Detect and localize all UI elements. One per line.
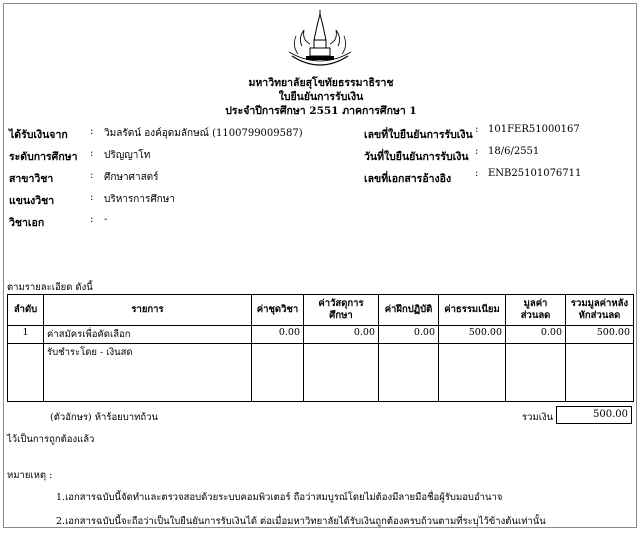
total-amount: 500.00 <box>556 406 632 424</box>
empty-cell <box>252 344 304 402</box>
fee-table <box>7 294 634 402</box>
colon: : <box>90 126 94 137</box>
empty-cell <box>8 344 44 402</box>
receipt-date-value: 18/6/2551 <box>488 146 540 157</box>
receipt-number-label: เลขที่ใบยืนยันการรับเงิน <box>364 129 473 141</box>
row-material-fee: 0.00 <box>304 326 379 344</box>
payer-label: ได้รับเงินจาก <box>9 129 68 141</box>
table-row <box>8 326 634 344</box>
colon: : <box>90 192 94 203</box>
row-course-fee: 0.00 <box>252 326 304 344</box>
reference-doc-label: เลขที่เอกสารอ้างอิง <box>364 173 452 185</box>
specialization-value: บริหารการศึกษา <box>104 194 175 205</box>
reference-doc-value: ENB25101076711 <box>488 168 582 179</box>
remark-2: 2.เอกสารฉบับนี้จะถือว่าเป็นใบยืนยันการรับเงินได้ ต่อเมื่อมหาวิทยาลัยได้รับเงินถูกต้องครบถ้วนตามที่ระบุไว้ข้างต้นเท่านั้น <box>56 516 546 527</box>
row-total: 500.00 <box>566 326 634 344</box>
remark-1: 1.เอกสารฉบับนี้จัดทำและตรวจสอบด้วยระบบคอมพิวเตอร์ ถือว่าสมบูรณ์โดยไม่ต้องมีลายมือชื่อผู้รับมอบอำนาจ <box>56 492 503 503</box>
amount-in-words: (ตัวอักษร) ห้าร้อยบาทถ้วน <box>50 412 158 423</box>
row-fee: 500.00 <box>439 326 506 344</box>
col-header-discount: มูลค่าส่วนลด <box>506 295 566 326</box>
remarks-label: หมายเหตุ : <box>7 470 53 481</box>
verified-text: ไว้เป็นการถูกต้องแล้ว <box>7 434 95 445</box>
empty-cell <box>439 344 506 402</box>
col-header-total: รวมมูลค่าหลังหักส่วนลด <box>566 295 634 326</box>
university-emblem-icon <box>284 10 356 74</box>
colon: : <box>475 146 479 157</box>
col-header-no: ลำดับ <box>8 295 44 326</box>
academic-period: ประจำปีการศึกษา 2551 ภาคการศึกษา 1 <box>225 105 417 117</box>
payer-value: วิมลรัตน์ องค์อุดมลักษณ์ (1100799009587) <box>104 128 303 139</box>
row-discount: 0.00 <box>506 326 566 344</box>
empty-cell <box>506 344 566 402</box>
field-of-study-label: สาขาวิชา <box>9 173 54 185</box>
row-item: ค่าสมัครเพื่อคัดเลือก <box>44 326 252 344</box>
table-header-row <box>8 295 634 326</box>
colon: : <box>475 168 479 179</box>
receipt-number-value: 101FER51000167 <box>488 124 580 135</box>
col-header-item: รายการ <box>44 295 252 326</box>
payment-method: รับชำระโดย - เงินสด <box>44 344 252 402</box>
colon: : <box>90 170 94 181</box>
colon: : <box>90 148 94 159</box>
education-level-value: ปริญญาโท <box>104 150 151 161</box>
total-label: รวมเงิน <box>522 412 554 423</box>
specialization-label: แขนงวิชา <box>9 195 55 207</box>
empty-cell <box>566 344 634 402</box>
receipt-date-label: วันที่ใบยืนยันการรับเงิน <box>364 151 469 163</box>
empty-cell <box>304 344 379 402</box>
detail-caption: ตามรายละเอียด ดังนี้ <box>7 282 93 293</box>
field-of-study-value: ศึกษาศาสตร์ <box>104 172 159 183</box>
colon: : <box>90 214 94 225</box>
col-header-material-fee: ค่าวัสดุการศึกษา <box>304 295 379 326</box>
empty-cell <box>379 344 439 402</box>
row-practice-fee: 0.00 <box>379 326 439 344</box>
education-level-label: ระดับการศึกษา <box>9 151 78 163</box>
col-header-fee: ค่าธรรมเนียม <box>439 295 506 326</box>
major-value: - <box>104 214 108 225</box>
table-row-payment <box>8 344 634 402</box>
col-header-course-fee: ค่าชุดวิชา <box>252 295 304 326</box>
major-label: วิชาเอก <box>9 217 45 229</box>
row-no: 1 <box>8 326 44 344</box>
colon: : <box>475 124 479 135</box>
document-title: ใบยืนยันการรับเงิน <box>278 91 364 103</box>
university-name: มหาวิทยาลัยสุโขทัยธรรมาธิราช <box>248 77 394 89</box>
col-header-practice-fee: ค่าฝึกปฏิบัติ <box>379 295 439 326</box>
